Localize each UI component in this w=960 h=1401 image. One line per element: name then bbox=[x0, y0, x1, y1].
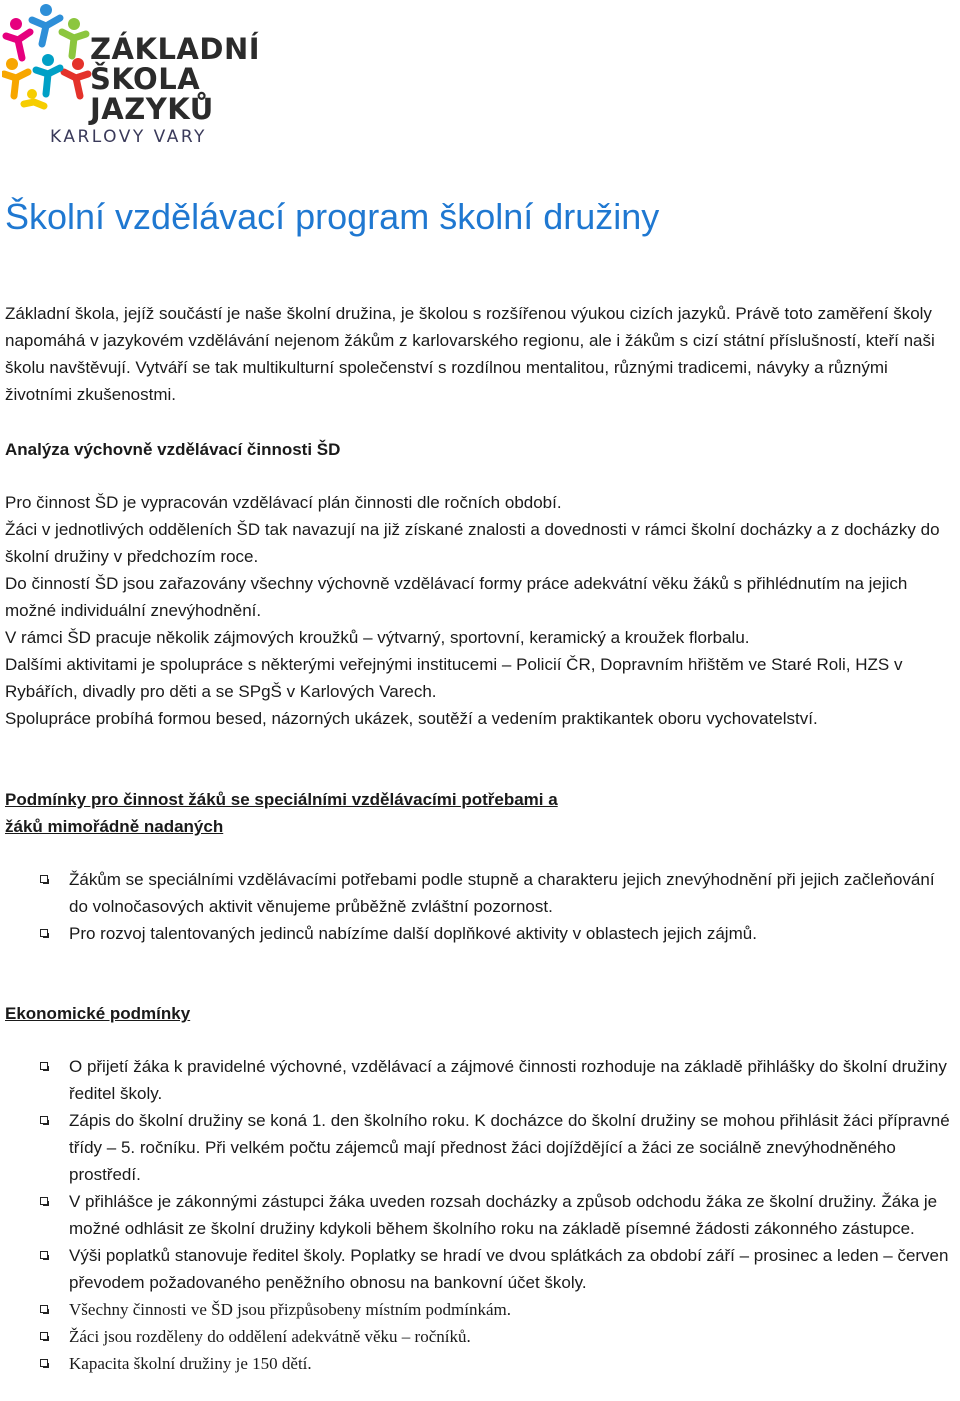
list-item-text: Zápis do školní družiny se koná 1. den školního roku. K docházce do školní družiny se mohou přihlásit žáci přípravné třídy – 5. ročníku. Při velkém počtu zájemců mají přednost žáci dojíždějící a žáci ze sociálně znevýhodněného prostředí. bbox=[69, 1111, 950, 1184]
logo-wordmark bbox=[50, 32, 312, 147]
logo-line-3: KARLOVY VARY bbox=[50, 127, 207, 147]
checkbox-bullet-icon bbox=[40, 875, 48, 883]
list-item-text: V přihlášce je zákonnými zástupci žáka uveden rozsah docházky a způsob odchodu žáka ze školní družiny. Žáka je možné odhlásit ze školní družiny kdykoli během školního roku na základě písemné žádosti zákonného zástupce. bbox=[69, 1192, 938, 1238]
list-item bbox=[0, 1188, 955, 1242]
list-item-text: Všechny činnosti ve ŠD jsou přizpůsobeny místním podmínkám. bbox=[69, 1300, 511, 1319]
list-item-text: Pro rozvoj talentovaných jedinců nabízíme další doplňkové aktivity v oblastech jejich zájmů. bbox=[69, 924, 757, 943]
list-item bbox=[0, 1296, 955, 1323]
checkbox-bullet-icon bbox=[40, 1062, 48, 1070]
list-item bbox=[0, 1053, 955, 1107]
list-item-text: Výši poplatků stanovuje ředitel školy. Poplatky se hradí ve dvou splátkách za období září – prosinec a leden – červen převodem požadovaného peněžního obnosu na bankovní účet školy. bbox=[69, 1246, 949, 1292]
economic-list bbox=[0, 1053, 955, 1377]
special-needs-heading-line-1: Podmínky pro činnost žáků se speciálními vzdělávacími potřebami a bbox=[5, 790, 558, 809]
logo-line-2: ŠKOLA JAZYKŮ bbox=[90, 62, 214, 126]
list-item bbox=[0, 920, 955, 947]
list-item bbox=[0, 1107, 955, 1188]
page-title: Školní vzdělávací program školní družiny bbox=[5, 196, 660, 237]
children-figures-icon bbox=[2, 2, 92, 112]
list-item bbox=[0, 866, 955, 920]
list-item bbox=[0, 1323, 955, 1350]
list-item-text: Žáci jsou rozděleny do oddělení adekvátně věku – ročníků. bbox=[69, 1327, 471, 1346]
checkbox-bullet-icon bbox=[40, 1359, 48, 1367]
analysis-heading: Analýza výchovně vzdělávací činnosti ŠD bbox=[5, 440, 341, 459]
list-item-text: O přijetí žáka k pravidelné výchovné, vzdělávací a zájmové činnosti rozhoduje na základě přihlášky do školní družiny ředitel školy. bbox=[69, 1057, 947, 1103]
checkbox-bullet-icon bbox=[40, 1332, 48, 1340]
checkbox-bullet-icon bbox=[40, 1116, 48, 1124]
analysis-paragraph: Žáci v jednotlivých odděleních ŠD tak navazují na již získané znalosti a dovednosti v rámci školní docházky a z docházky do školní družiny v předchozím roce. bbox=[5, 520, 940, 566]
checkbox-bullet-icon bbox=[40, 929, 48, 937]
list-item-text: Žákům se speciálními vzdělávacími potřebami podle stupně a charakteru jejich znevýhodnění při jejich začleňování do volnočasových aktivit věnujeme průběžně zvláštní pozornost. bbox=[69, 870, 935, 916]
checkbox-bullet-icon bbox=[40, 1305, 48, 1313]
special-needs-heading bbox=[5, 786, 558, 840]
list-item-text: Kapacita školní družiny je 150 dětí. bbox=[69, 1354, 312, 1373]
analysis-paragraph: Do činností ŠD jsou zařazovány všechny výchovně vzdělávací formy práce adekvátní věku žáků s přihlédnutím na jejich možné individuální znevýhodnění. bbox=[5, 574, 908, 620]
logo-line-1: ZÁKLADNÍ bbox=[90, 32, 260, 66]
school-logo bbox=[2, 2, 312, 147]
special-needs-list bbox=[0, 866, 955, 947]
intro-paragraph: Základní škola, jejíž součástí je naše školní družina, je školou s rozšířenou výukou cizích jazyků. Právě toto zaměření školy napomáhá v jazykovém vzdělávání nejenom žákům z karlovarského regionu, ale i žákům s cizí státní příslušností, kteří naši školu navštěvují. Vytváří se tak multikulturní společenství s rozdílnou mentalitou, různými tradicemi, návyky a různými životními zkušenostmi. bbox=[5, 304, 935, 404]
analysis-paragraph: Spolupráce probíhá formou besed, názorných ukázek, soutěží a vedením praktikantek oboru vychovatelství. bbox=[5, 709, 818, 728]
list-item bbox=[0, 1350, 955, 1377]
analysis-paragraph: Dalšími aktivitami je spolupráce s některými veřejnými institucemi – Policií ČR, Dopravním hřištěm ve Staré Roli, HZS v Rybářích, divadly pro děti a se SPgŠ v Karlových Varech. bbox=[5, 655, 903, 701]
special-needs-heading-line-2: žáků mimořádně nadaných bbox=[5, 817, 224, 836]
analysis-paragraph: V rámci ŠD pracuje několik zájmových kroužků – výtvarný, sportovní, keramický a kroužek florbalu. bbox=[5, 628, 750, 647]
analysis-body bbox=[5, 489, 955, 732]
list-item bbox=[0, 1242, 955, 1296]
economic-heading: Ekonomické podmínky bbox=[5, 1004, 191, 1023]
checkbox-bullet-icon bbox=[40, 1197, 48, 1205]
analysis-paragraph: Pro činnost ŠD je vypracován vzdělávací plán činnosti dle ročních období. bbox=[5, 493, 562, 512]
checkbox-bullet-icon bbox=[40, 1251, 48, 1259]
